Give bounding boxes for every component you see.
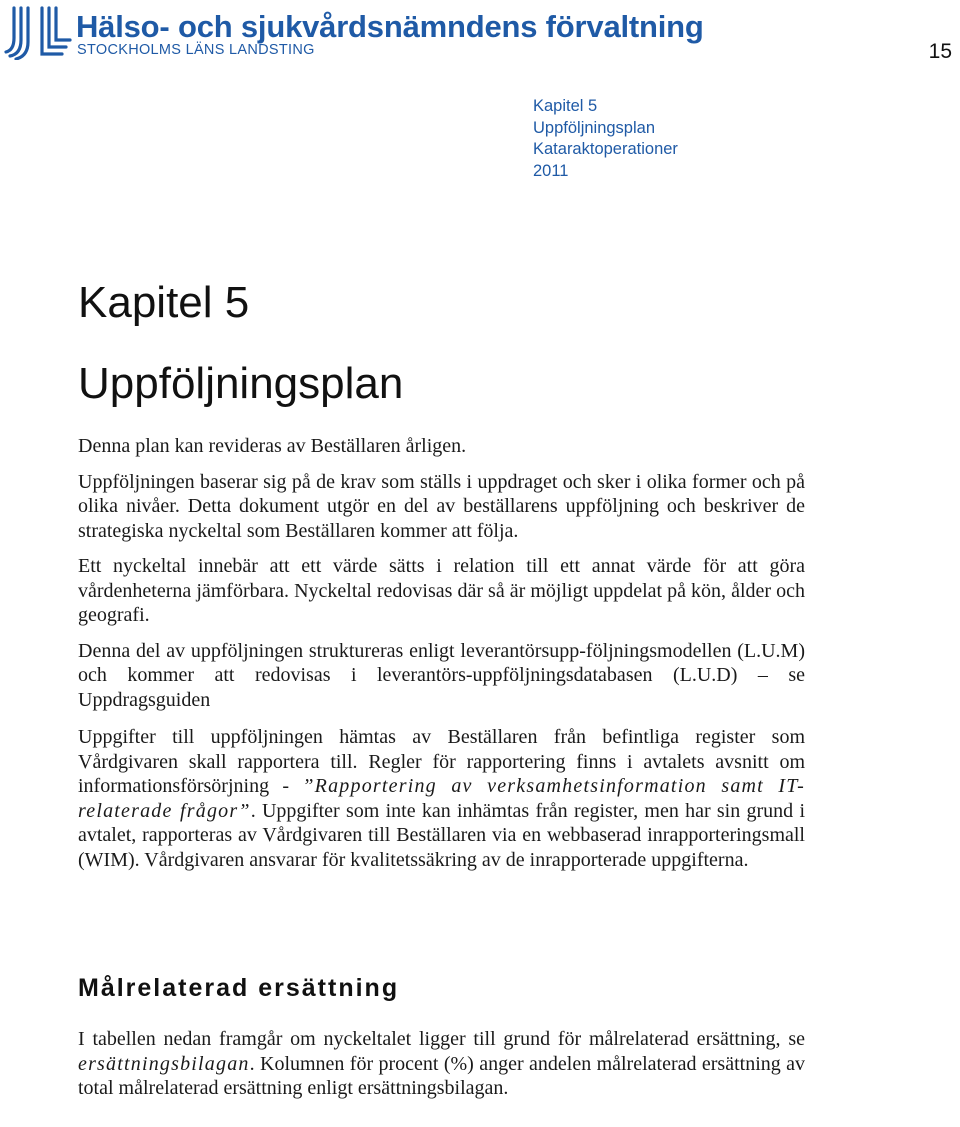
paragraph-3: Ett nyckeltal innebär att ett värde sätts i relation till ett annat värde för att göra vårdenheterna jämförbara. Nyckeltal redovisas där så är möjligt uppdelat på kön, ålder och geografi. bbox=[78, 555, 805, 626]
page-number: 15 bbox=[928, 40, 952, 63]
org-name: Hälso- och sjukvårdsnämndens förvaltning bbox=[76, 9, 704, 44]
meta-year: 2011 bbox=[533, 161, 569, 180]
meta-chapter: Kapitel 5 bbox=[533, 97, 598, 115]
reference-bilaga: ersättningsbilagan bbox=[78, 1052, 250, 1075]
paragraph-2: Uppföljningen baserar sig på de krav som ställs i uppdraget och sker i olika former och på olika nivåer. Detta dokument utgör en del av beställarens uppföljning och beskriver de strategiska nyckeltal som Beställaren kommer att följa. bbox=[78, 470, 805, 542]
section-text-a: I tabellen nedan framgår om nyckeltalet ligger till grund för målrelaterad ersättning, se bbox=[78, 1028, 805, 1050]
paragraph-1: Denna plan kan revideras av Beställaren årligen. bbox=[78, 435, 467, 457]
document-meta bbox=[533, 96, 678, 182]
section-text-c: . Kolumnen för procent (%) anger andelen målrelaterad ersättning av total målrelaterad ersättning enligt ersättningsbilagan. bbox=[78, 1052, 805, 1099]
section-paragraph bbox=[78, 1027, 805, 1101]
sll-logo-icon bbox=[4, 4, 72, 60]
section-text bbox=[78, 1027, 805, 1101]
org-subtitle: STOCKHOLMS LÄNS LANDSTING bbox=[77, 42, 315, 58]
chapter-heading: Kapitel 5 bbox=[78, 278, 250, 327]
section-heading: Målrelaterad ersättning bbox=[78, 974, 400, 1002]
paragraph-5-text-a: Uppgifter till uppföljningen hämtas av Beställaren från befintliga register som Vårdgivaren skall rapportera till. Regler för rapportering finns i avtalets avsnitt om informationsförsörjning - bbox=[78, 726, 805, 797]
paragraph-5 bbox=[78, 725, 805, 872]
body-text bbox=[78, 434, 805, 872]
meta-subject: Kataraktoperationer bbox=[533, 140, 678, 158]
paragraph-5-text-c: . Uppgifter som inte kan inhämtas från register, men har sin grund i avtalet, rapporteras av Vårdgivaren till Beställaren via en webbaserad inrapporteringsmall (WIM). Vårdgivaren ansvarar för kvalitetssäkring av de inrapporterade uppgifterna. bbox=[78, 799, 805, 871]
page-title: Uppföljningsplan bbox=[78, 359, 404, 408]
meta-title: Uppföljningsplan bbox=[533, 118, 656, 137]
reference-title: ”Rapportering av verksamhetsinformation samt IT-relaterade frågor” bbox=[78, 775, 805, 822]
paragraph-4: Denna del av uppföljningen struktureras enligt leverantörsupp-följningsmodellen (L.U.M) och kommer att redovisas i leverantörs-uppföljningsdatabasen (L.U.D) – se Uppdragsguiden bbox=[78, 639, 805, 711]
